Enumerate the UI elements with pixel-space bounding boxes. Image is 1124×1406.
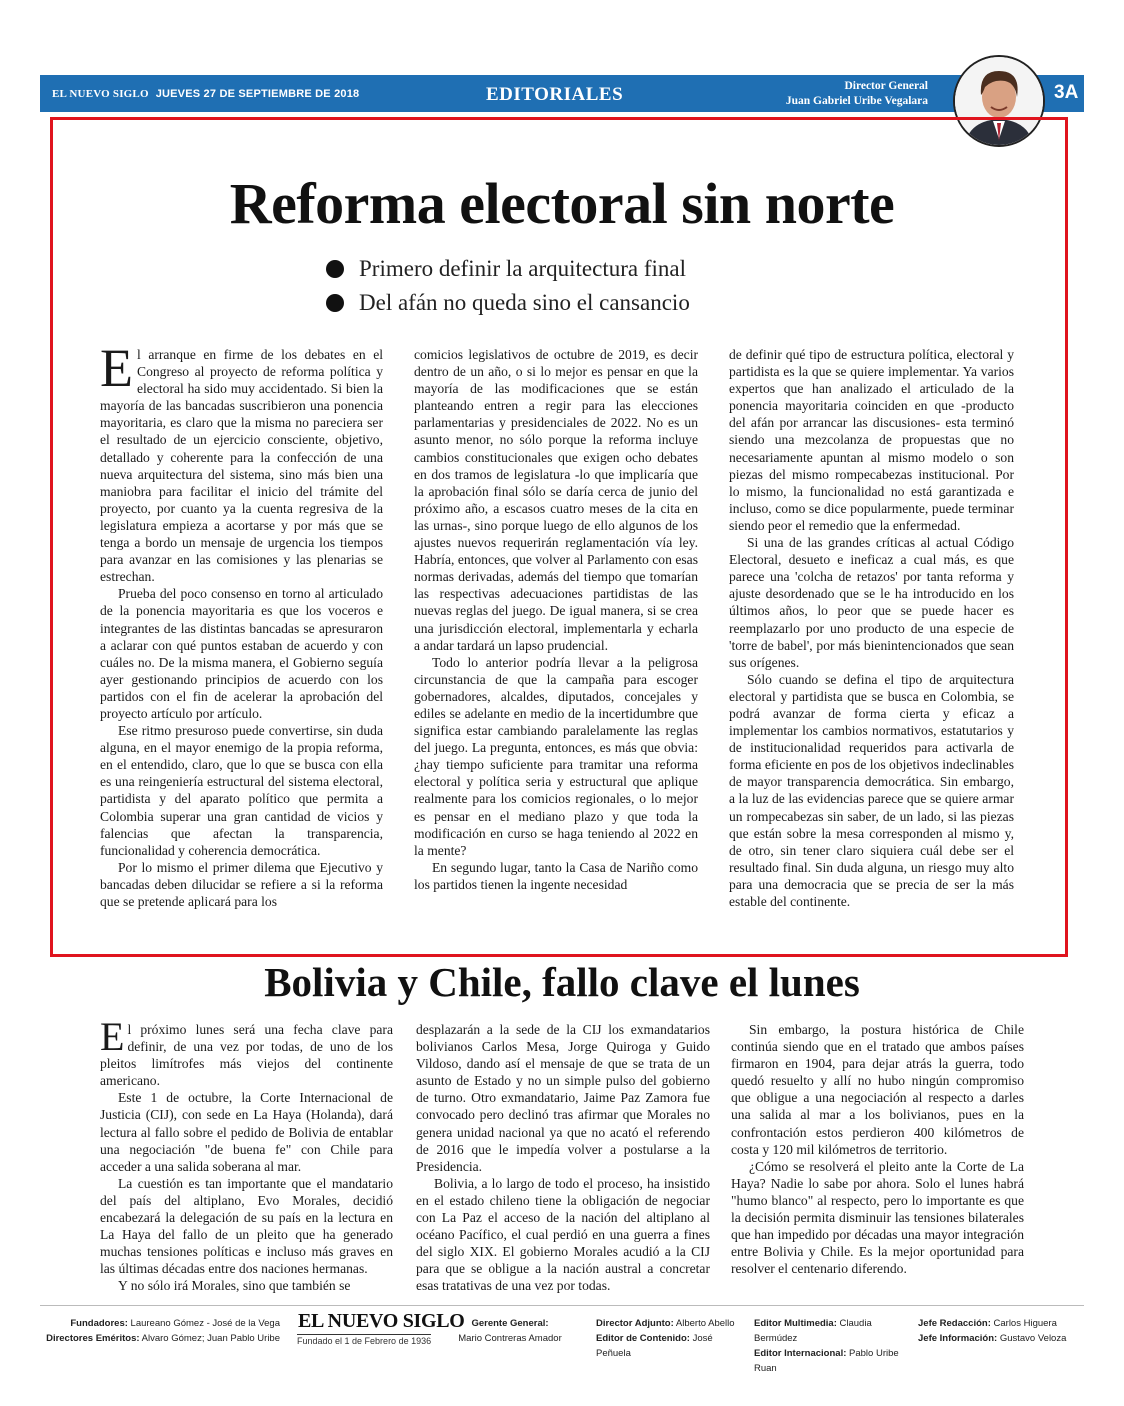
- header-dateline: [52, 88, 359, 100]
- paragraph: Bolivia, a lo largo de todo el proceso, ha insistido en el estado chileno tiene la obligación de negociar con La Paz el acceso de la nación del altiplano al océano Pacífico, el cual perdió en una guerra a fines del siglo XIX. El gobierno Morales acudió a la CIJ para que se obligue a la nación austral a concretar esas tratativas de una vez por todas.: [416, 1175, 710, 1294]
- footer-editors-1: Director Adjunto: Alberto Abello Editor de Contenido: José Peñuela: [596, 1318, 735, 1359]
- editorial-column-1: [100, 338, 383, 910]
- editorial-column-3: [731, 1021, 1024, 1277]
- paragraph: Sólo cuando se defina el tipo de arquitectura electoral y partidista que se busca en Colombia, se podrá avanzar de forma cierta y eficaz a implementar los cambios normativos, estatutarios y de institucionalidad requeridos para activarla de forma eficiente en pos de los objetivos indeclinables de mayor transparencia democrática. Sin embargo, a la luz de las evidencias parece que se quiere armar un rompecabezas sin saber, de un lado, si las piezas que están sobre la mesa corresponden al mismo y, de otro, sin tener claro siquiera cuál debe ser el resultado final. Sin duda alguna, un riesgo muy alto para una democracia que se precia de ser la más estable del continente.: [729, 671, 1015, 909]
- editorial-column-2: [414, 346, 698, 893]
- paragraph: Todo lo anterior podría llevar a la peligrosa circunstancia de que la campaña para escoger gobernadores, alcaldes, diputados, concejales y ediles se adelante en medio de la incertidumbre que significa estar cambiando paralelamente las reglas del juego. La pregunta, entonces, es más que obvia: ¿hay tiempo suficiente para tramitar una reforma electoral y política seria y estructural que aplique realmente para los comicios regionales, o lo mejor es pensar en el mediano plazo y que toda la modificación en curso se haga teniendo al 2022 en la mente?: [414, 654, 698, 858]
- footer-editors-3: Jefe Redacción: Carlos Higuera Jefe Información: Gustavo Veloza: [918, 1318, 1067, 1344]
- bullet-dot-icon: [326, 260, 344, 278]
- paragraph: comicios legislativos de octubre de 2019, es decir dentro de un año, o si lo mejor es pensar en que la mayoría de las modificaciones que se están planteando entren a regir para las elecciones parlamentarias y presidenciales de 2022. No es un asunto menor, no sólo porque la reforma incluye cambios constitucionales que exigen ocho debates en dos tramos de legislatura -lo que implicaría que la aprobación final sólo se daría cerca de junio del próximo año, a escasos cuatro meses de la cita en las urnas-, sino porque luego de ello algunos de los ajustes nuevos requerirán reglamentación vía ley. Habría, entonces, que volver al Parlamento con esas normas derivadas, además del tiempo que tomarían las respectivas adecuaciones partidistas de las nuevas reglas del juego. De igual manera, si se crea una jurisdicción electoral, implementarla y echarla a andar tardará un lapso prudencial.: [414, 347, 698, 653]
- paragraph: El arranque en firme de los debates en el Congreso al proyecto de reforma política y electoral ha sido muy accidentado. Si bien la mayoría de las bancadas suscribieron una ponencia mayoritaria, es claro que la misma no pareciera ser el resultado de un ejercicio consciente, objetivo, detallado y coherente para la confección de una nueva arquitectura del sistema, sino más bien una maniobra para facilitar el inicio del trámite del proyecto, por cuanto ya la cuenta regresiva de la legislatura empieza a acortarse y por más que se tenga a bordo un mensaje de urgencia los tiempos para avanzar en las comisiones y las plenarias se estrechan.: [100, 338, 383, 585]
- bullet-point: Del afán no queda sino el cansancio: [326, 290, 690, 316]
- editorial-column-2: [416, 1021, 710, 1295]
- director-title: Director General: [844, 80, 928, 92]
- paragraph: de definir qué tipo de estructura política, electoral y partidista es la que se quiere implementar. Ya varios expertos que han analizado el articulado de la ponencia mayoritaria coinciden en que -producto del afán por arrancar las discusiones- esta terminó siendo una mezcolanza de propuestas que no necesariamente apuntan al mismo modelo o son piezas del mismo rompecabezas institucional. Por lo mismo, la funcionalidad no está garantizada e incluso, como se dice popularmente, puede terminar siendo peor el remedio que la enfermedad.: [729, 347, 1014, 533]
- paragraph: desplazarán a la sede de la CIJ los exmandatarios bolivianos Carlos Mesa, Jorge Quiroga y Guido Vildoso, dando así el mensaje de que se trata de un asunto de Estado y no un simple pulso del gobierno de turno. Otro exmandatario, Jaime Paz Zamora fue convocado pero declinó tras afirmar que Morales no genera unidad nacional ya que no acató el referendo de 2016 que le impedía volver a postularse a la Presidencia.: [416, 1022, 710, 1174]
- paragraph: En segundo lugar, tanto la Casa de Nariño como los partidos tienen la ingente necesidad: [414, 859, 698, 892]
- paragraph: Ese ritmo presuroso puede convertirse, sin duda alguna, en el mayor enemigo de la propia reforma, en el entendido, claro, que lo que se busca con ella es una reingeniería estructural del sistema electoral, partidista y del aparato político que permita a Colombia superar una gran cantidad de vicios y falencias que afectan la transparencia, funcionalidad y coherencia democrática.: [100, 723, 383, 858]
- paragraph: Por lo mismo el primer dilema que Ejecutivo y bancadas deben dilucidar se refiere a si la reforma que se pretende aplicará para los: [100, 859, 383, 909]
- drop-cap: E: [100, 1014, 125, 1059]
- header-date: JUEVES 27 DE SEPTIEMBRE DE 2018: [155, 88, 360, 100]
- bullet-point: Primero definir la arquitectura final: [326, 256, 686, 282]
- page-number: 3A: [1054, 82, 1079, 103]
- editorial-column-3: [729, 346, 1014, 910]
- bullet-dot-icon: [326, 294, 344, 312]
- paragraph: Si una de las grandes críticas al actual Código Electoral, desueto e ineficaz a cual más, es que parece una 'colcha de retazos' por tanta reforma y ajuste desordenado que se le ha introducido en los últimos años, lo peor que se puede hacer es reemplazarlo por uno producto de una especie de 'torre de babel', por más bienintencionados que sean sus orígenes.: [729, 535, 1014, 670]
- editorial-title: Bolivia y Chile, fallo clave el lunes: [264, 959, 860, 1005]
- director-name: Juan Gabriel Uribe Vegalara: [785, 95, 928, 107]
- header-brand: EL NUEVO SIGLO: [52, 88, 149, 100]
- paragraph: El próximo lunes será una fecha clave para definir, de una vez por todas, de uno de los pleitos limítrofes más viejos del continente americano.: [100, 1014, 393, 1089]
- footer-manager: Gerente General: Mario Contreras Amador: [458, 1318, 562, 1344]
- footer-divider: [40, 1305, 1084, 1306]
- paragraph: Este 1 de octubre, la Corte Internacional de Justicia (CIJ), con sede en La Haya (Holanda), dará lectura al fallo sobre el pedido de Bolivia de entablar una negociación "de buena fe" con Chile para acceder a una salida soberana al mar.: [100, 1090, 393, 1174]
- editorial-title: Reforma electoral sin norte: [229, 171, 895, 236]
- drop-cap: E: [100, 338, 133, 398]
- paragraph: Prueba del poco consenso en torno al articulado de la ponencia mayoritaria es que los voceros e integrantes de las distintas bancadas se apresuraron a aclarar con qué puntos estaban de acuerdo y con cuáles no. De la misma manera, el Gobierno seguía ayer gestionando principios de acuerdo con los partidos con el fin de acelerar la aprobación del proyecto artículo por artículo.: [100, 586, 383, 721]
- footer-editors-2: Editor Multimedia: Claudia Bermúdez Editor Internacional: Pablo Uribe Ruan: [754, 1318, 899, 1374]
- director-block: [740, 79, 928, 109]
- footer-founders: Fundadores: Laureano Gómez - José de la Vega Directores Eméritos: Alvaro Gómez; Juan Pablo Uribe: [46, 1318, 280, 1344]
- paragraph: Sin embargo, la postura histórica de Chile continúa siendo que en el tratado que ambos países firmaron en 1904, para dejar atrás la guerra, todo quedó resuelto y allí no hubo ningún compromiso que obligue a una negociación al respecto a darles una salida al mar a los bolivianos, pues en la confrontación estos perdieron 400 kilómetros de costa y 120 mil kilómetros de territorio.: [731, 1022, 1024, 1157]
- footer-logo: EL NUEVO SIGLO: [298, 1310, 465, 1332]
- section-title: EDITORIALES: [486, 84, 624, 105]
- paragraph: ¿Cómo se resolverá el pleito ante la Corte de La Haya? Nadie lo sabe por ahora. Solo el lunes habrá "humo blanco" al respecto, pero lo importante es que la decisión permita disminuir las tensiones bilaterales que han impedido por décadas una mayor integración entre Bolivia y Chile. Es la mejor oportunidad para resolver el centenario diferendo.: [731, 1158, 1024, 1277]
- editorial-column-1: [100, 1014, 393, 1295]
- paragraph: La cuestión es tan importante que el mandatario del país del altiplano, Evo Morales, decidió encabezará la delegación de su país en la lectura en La Haya del fallo de un pleito que ha generado muchas tensiones políticas e incluso más graves en las últimas décadas entre dos naciones hermanas.: [100, 1175, 393, 1277]
- footer-founded: Fundado el 1 de Febrero de 1936: [297, 1336, 432, 1346]
- paragraph: Y no sólo irá Morales, sino que también se: [118, 1278, 351, 1294]
